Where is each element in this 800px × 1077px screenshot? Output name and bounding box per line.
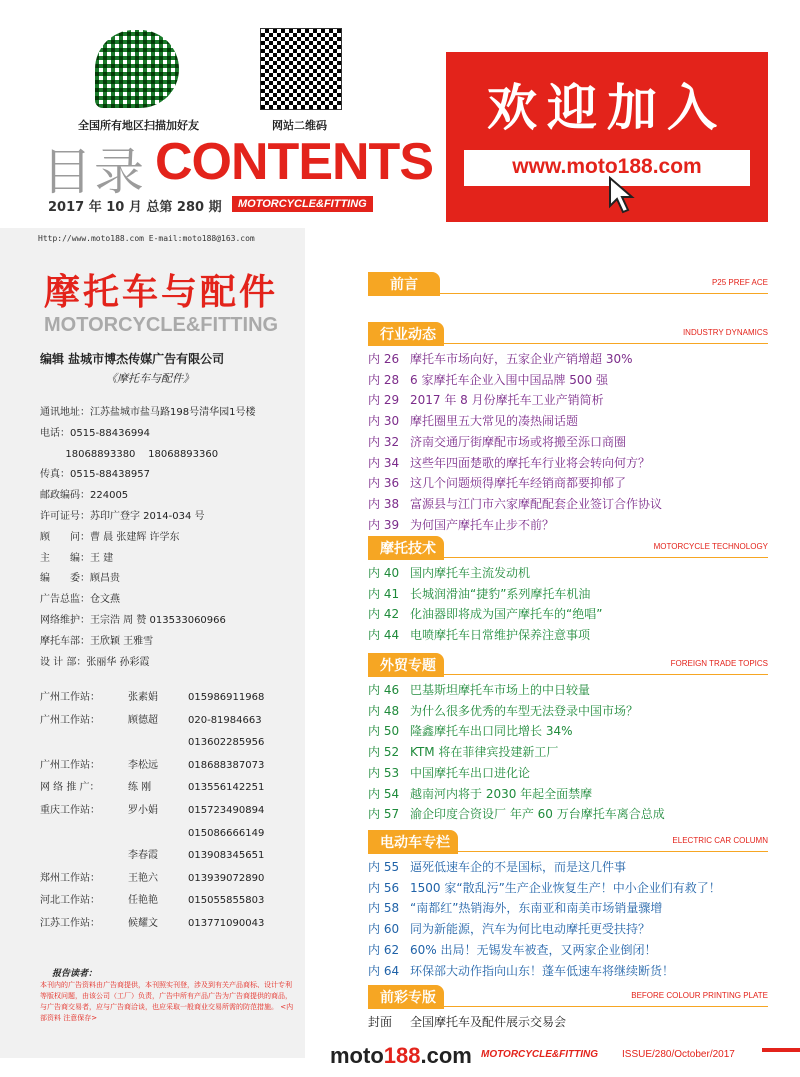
station-row [40,777,290,800]
section-en: BEFORE COLOUR PRINTING PLATE [631,991,768,1000]
toc-item[interactable] [368,370,768,391]
toc-page: 内 60 [368,922,400,937]
section-tab[interactable]: 电动车专栏 [368,830,458,854]
toc-page: 内 62 [368,942,400,957]
toc-page: 内 50 [368,724,400,739]
wechat-qr-caption: 全国所有地区扫描加好友 [78,119,199,132]
toc-title: 富源县与江门市六家摩配配套企业签订合作协议 [410,496,663,511]
toc-item[interactable] [368,721,768,742]
join-url-link[interactable]: www.moto188.com [512,155,702,178]
info-line: 18068893380 18068893360 [40,448,219,460]
toc-item[interactable] [368,584,768,605]
station-row [40,913,290,936]
toc-page: 内 36 [368,476,400,491]
toc-item[interactable] [368,473,768,494]
station-name: 候耀文 [128,917,158,929]
section-electric [368,830,768,981]
section-tab[interactable]: 前彩专版 [368,985,444,1009]
title-cn: 目录 [42,143,146,201]
toc-title: 中国摩托车出口进化论 [410,765,531,780]
station-phone: 013771090043 [188,917,265,929]
toc-title: 2017 年 8 月份摩托车工业产销简析 [410,393,604,408]
toc-title: 1500 家“散乱污”生产企业恢复生产！中小企业们有救了！ [410,880,721,895]
editor-sub: 《摩托车与配件》 [106,372,194,385]
toc-title: 为何国产摩托车止步不前？ [410,517,555,532]
masthead-info [40,403,255,673]
station-row [40,845,290,868]
toc-item[interactable] [368,494,768,515]
toc-title: 隆鑫摩托车出口同比增长 34% [410,724,573,739]
station-row [40,890,290,913]
join-text: 欢迎加入 [487,79,727,137]
station-name: 罗小娟 [128,804,158,816]
station-row [40,687,290,710]
station-name: 王艳六 [128,872,158,884]
toc-page: 内 52 [368,745,400,760]
toc-item[interactable] [368,563,768,584]
toc-title: 济南交通厅街摩配市场或将搬至泺口商圈 [410,434,627,449]
toc-page: 内 42 [368,607,400,622]
section-en: MOTORCYCLE TECHNOLOGY [653,542,768,551]
editor-line: 编辑 盐城市博杰传媒广告有限公司 [40,352,225,366]
station-label: 广州工作站： [40,692,100,703]
disclaimer-text: 本刊内的广告资料由广告商提供，本刊照实刊登，涉及到有关产品商标、设计专利等版权问题，由该公司（工厂）负责，广告中所有产品广告为广告商提供的商品，与广告商交易者，应与广告商洽谈，也应采取一般商业交易所需的防范措施。 <内部资料 注意保存> [40,981,294,1022]
toc-item[interactable] [368,784,768,805]
join-url-box[interactable] [464,150,750,186]
toc-page: 内 40 [368,566,400,580]
toc-title: 电喷摩托车日常维护保养注意事项 [410,628,591,643]
info-line: 电话：0515-88436994 [40,427,150,439]
title-en: CONTENTS [155,133,433,191]
section-tech [368,536,768,646]
toc-page: 内 39 [368,517,400,532]
station-phone: 015723490894 [188,804,265,816]
station-label: 广州工作站： [40,714,100,726]
toc-page: 内 57 [368,807,400,822]
footer-issue: ISSUE/280/October/2017 [622,1049,735,1060]
wechat-qr-icon [95,30,179,108]
toc-item[interactable] [368,742,768,763]
section-en: FOREIGN TRADE TOPICS [670,659,768,668]
info-line: 邮政编码：224005 [40,490,129,502]
toc-page: 内 54 [368,786,400,801]
toc-page: 内 28 [368,372,400,387]
issue-badge: MOTORCYCLE&FITTING [232,196,373,212]
section-tab[interactable]: 前言 [368,272,440,296]
station-label: 郑州工作站： [40,872,100,884]
toc-item[interactable] [368,1012,768,1033]
toc-title: 逼死低速车企的不是国标，而是这几件事 [410,860,627,874]
footer-url-prefix: moto [330,1043,384,1068]
toc-page: 内 55 [368,860,400,874]
toc-item[interactable] [368,390,768,411]
toc-item[interactable] [368,432,768,453]
info-line: 通讯地址：江苏盐城市盐马路198号清华园1号楼 [40,407,256,418]
toc-page: 内 30 [368,414,400,429]
station-row [40,868,290,891]
toc-title: 摩托圈里五大常见的凑热闹话题 [410,414,579,429]
info-line: 设 计 部：张丽华 孙彩霞 [40,656,150,668]
footer-url-num: 188 [383,1043,421,1068]
toc-title: 国内摩托车主流发动机 [410,566,531,580]
station-label: 江苏工作站： [40,917,100,929]
toc-item[interactable] [368,940,768,961]
magazine-title-en: MOTORCYCLE&FITTING [44,314,279,336]
station-label: 广州工作站： [40,759,100,771]
toc-page: 内 38 [368,496,400,511]
toc-item[interactable] [368,349,768,370]
toc-page: 内 32 [368,434,400,449]
station-phone: 020-81984663 [188,714,262,726]
section-industry [368,322,768,535]
toc-page: 内 56 [368,880,400,895]
toc-title: 这几个问题烦得摩托车经销商都要抑郁了 [410,476,627,491]
toc-page: 内 58 [368,901,400,916]
station-phone: 013939072890 [188,872,265,884]
info-line: 编 委：顾昌贵 [40,573,120,585]
toc-title: 全国摩托车及配件展示交易会 [410,1015,567,1029]
toc-title: 为什么很多优秀的车型无法登录中国市场？ [410,703,639,718]
cursor-icon [608,176,638,216]
footer-accent-bar [762,1048,800,1052]
toc-title: 摩托车市场向好，五家企业产销增超 30% [410,352,633,366]
contact-line: Http://www.moto188.com E-mail:moto188@163.com [38,234,255,243]
disclaimer-title: 报告读者： [52,969,98,979]
section-en: INDUSTRY DYNAMICS [682,328,768,337]
station-phone: 013556142251 [188,782,265,794]
station-name: 张素娟 [128,692,158,703]
toc-page: 内 34 [368,455,400,470]
toc-item[interactable] [368,857,768,878]
toc-page: 内 64 [368,963,400,978]
toc-item[interactable] [368,961,768,982]
info-line: 网络维护：王宗浩 周 赞 013533060966 [40,614,226,626]
toc-title: 渝企印度合资设厂 年产 60 万台摩托车离合总成 [410,807,665,822]
station-row [40,800,290,823]
station-name: 李松远 [128,759,158,771]
toc-page: 内 53 [368,765,400,780]
station-label [40,845,128,868]
section-preface [368,272,768,294]
station-row [40,732,290,755]
info-line: 主 编：王 建 [40,552,114,564]
issue-line: 2017 年 10 月 总第 280 期 [48,200,222,215]
section-color-plate [368,985,768,1033]
toc-title: KTM 将在菲律宾投建新工厂 [410,745,559,760]
toc-item[interactable] [368,515,768,536]
station-name [128,732,188,755]
toc-page: 内 26 [368,352,400,366]
toc-item[interactable] [368,763,768,784]
info-line: 摩托车部：王欣颖 王雅雪 [40,635,154,647]
site-qr-caption: 网站二维码 [272,119,327,132]
section-tab[interactable]: 摩托技术 [368,536,444,560]
join-banner[interactable] [446,52,768,222]
stations-list [40,687,290,936]
toc-item[interactable] [368,701,768,722]
toc-page: 封面 [368,1015,393,1029]
footer-url[interactable] [330,1043,472,1069]
toc-title: “南都红”热销海外，东南亚和南美市场销量骤增 [410,901,663,916]
station-row [40,823,290,846]
section-trade [368,653,768,825]
toc-item[interactable] [368,625,768,646]
footer-brand: MOTORCYCLE&FITTING [481,1049,599,1060]
toc-title: 同为新能源，汽车为何比电动摩托更受扶持？ [410,922,651,937]
info-line: 许可证号：苏印广登字 2014-034 号 [40,510,205,522]
toc-item[interactable] [368,680,768,701]
station-name: 顾德超 [128,714,158,726]
section-tab[interactable]: 行业动态 [368,322,444,346]
station-row [40,755,290,778]
toc-title: 越南河内将于 2030 年起全面禁摩 [410,786,593,801]
toc-item[interactable] [368,411,768,432]
toc-title: 6 家摩托车企业入围中国品牌 500 强 [410,372,608,387]
toc-item[interactable] [368,919,768,940]
station-label [40,823,128,846]
section-en: P25 PREF ACE [711,278,768,287]
station-name: 任艳艳 [128,895,158,907]
toc-title: 巴基斯坦摩托车市场上的中日较量 [410,683,591,697]
magazine-title: 摩托车与配件 [44,272,279,313]
station-name: 李春霞 [128,850,158,862]
info-line: 传真：0515-88438957 [40,469,150,481]
toc-page: 内 46 [368,683,400,697]
info-line: 顾 问：曹 晨 张建辉 许学东 [40,531,180,543]
toc-page: 内 48 [368,703,400,718]
station-label: 重庆工作站： [40,804,100,816]
toc-title: 长城润滑油“捷豹”系列摩托车机油 [410,586,591,601]
station-phone: 013908345651 [188,850,265,862]
station-row [40,710,290,733]
station-label [40,732,128,755]
station-phone: 018688387073 [188,759,265,771]
toc-item[interactable] [368,604,768,625]
info-line: 广告总监：仓文燕 [40,594,120,606]
station-name: 练 刚 [128,782,152,794]
station-name [128,823,188,846]
station-phone: 015055855803 [188,895,265,907]
footer-url-suffix: .com [420,1043,472,1068]
station-label: 网 络 推 广： [40,782,100,794]
toc-item[interactable] [368,804,768,825]
toc-title: 环保部大动作指向山东！蓬车低速车将继续断货！ [410,963,675,978]
site-qr-icon [260,28,342,110]
section-en: ELECTRIC CAR COLUMN [672,836,768,845]
toc-title: 化油器即将成为国产摩托车的“绝唱” [410,607,603,622]
station-phone: 013602285956 [188,737,265,749]
toc-item[interactable] [368,898,768,919]
station-phone: 015986911968 [188,692,265,703]
toc-page: 内 41 [368,586,400,601]
toc-title: 这些年四面楚歌的摩托车行业将会转向何方？ [410,455,651,470]
station-label: 河北工作站： [40,895,100,907]
toc-page: 内 29 [368,393,400,408]
toc-title: 60% 出局！无锡发车被查，又两家企业倒闭！ [410,942,657,957]
section-tab[interactable]: 外贸专题 [368,653,444,677]
toc-page: 内 44 [368,628,400,643]
toc-item[interactable] [368,453,768,474]
station-phone: 015086666149 [188,827,265,839]
toc-item[interactable] [368,878,768,899]
